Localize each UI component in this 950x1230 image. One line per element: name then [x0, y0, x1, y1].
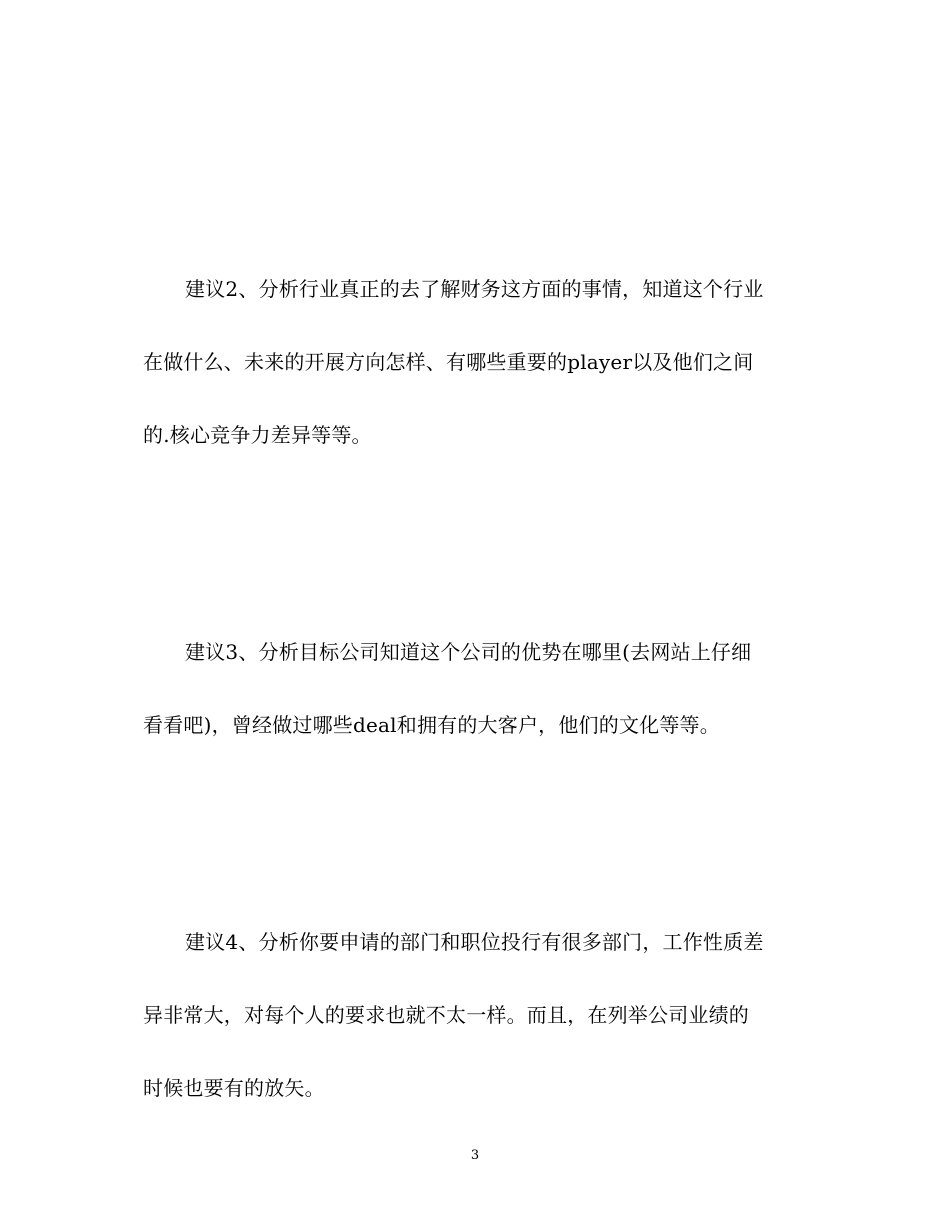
paragraph-line: 异非常大，对每个人的要求也就不太一样。而且，在列举公司业绩的	[143, 1003, 749, 1027]
paragraph-line: 建议3、分析目标公司知道这个公司的优势在哪里(去网站上仔细	[185, 640, 752, 664]
paragraph-line: 建议4、分析你要申请的部门和职位投行有很多部门，工作性质差	[185, 930, 764, 954]
paragraph-line: 在做什么、未来的开展方向怎样、有哪些重要的player以及他们之间	[143, 350, 754, 374]
paragraph-line: 建议2、分析行业真正的去了解财务这方面的事情，知道这个行业	[185, 277, 764, 301]
paragraph-line: 的.核心竞争力差异等等。	[143, 423, 372, 447]
paragraph-line: 看看吧)，曾经做过哪些deal和拥有的大客户，他们的文化等等。	[143, 713, 720, 737]
page-number: 3	[470, 1148, 480, 1163]
paragraph-line: 时候也要有的放矢。	[143, 1076, 325, 1100]
